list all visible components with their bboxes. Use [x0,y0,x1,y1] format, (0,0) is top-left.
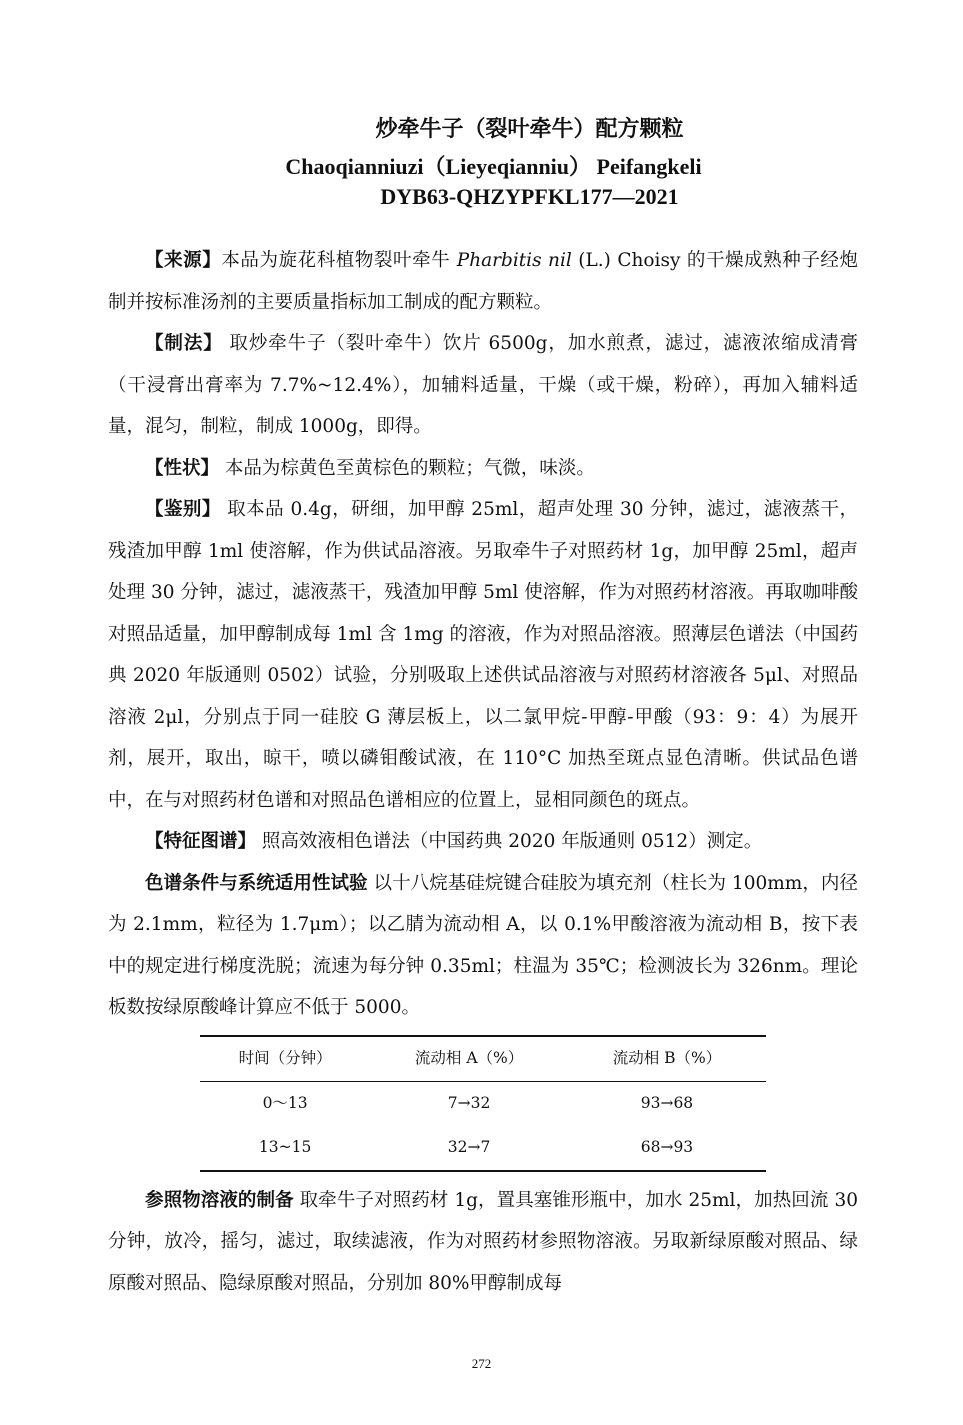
method-paragraph [108,323,858,448]
table-header-phase-a: 流动相 A（%） [370,1036,568,1082]
fingerprint-text: 照高效液相色谱法（中国药典 2020 年版通则 0512）测定。 [256,831,763,852]
fingerprint-paragraph [108,821,858,863]
title-chinese: 炒牵牛子（裂叶牵牛）配方颗粒 [375,116,684,142]
conditions-paragraph [108,863,858,1029]
table-header-time: 时间（分钟） [200,1036,370,1082]
table-cell: 7→32 [447,1093,491,1112]
latin-name: Pharbitis nil [456,250,572,271]
reference-text: 取牵牛子对照药材 1g，置具塞锥形瓶中，加水 25ml，加热回流 30 分钟，放冷，摇匀，滤过，取续滤液，作为对照药材参照物溶液。另取新绿原酸对照品、绿原酸对照品、隐绿原酸对照品，分别加 80%甲醇制成每 [108,1189,858,1294]
standard-code: DYB63-QHZYPFKL177—2021 [380,184,679,209]
table-cell: 68→93 [568,1126,766,1171]
table-cell: 13~15 [200,1126,370,1171]
page-number: 272 [471,1356,492,1371]
table-header-phase-b: 流动相 B（%） [568,1036,766,1082]
table-header-row [200,1036,766,1082]
table-row [200,1081,766,1126]
character-text: 本品为棕黄色至黄棕色的颗粒；气微，味淡。 [219,457,595,479]
table-cell: 32→7 [370,1126,568,1171]
method-text: 取炒牵牛子（裂叶牵牛）饮片 6500g，加水煎煮，滤过，滤液浓缩成清膏（干浸膏出膏率为 7.7%~12.4%），加辅料适量，干燥（或干燥，粉碎），再加入辅料适量，混匀，制粒，制成 1000g，即得。 [108,333,858,437]
character-paragraph [108,448,858,490]
character-heading: 【性状】 [145,457,220,479]
identification-paragraph [108,489,858,821]
table-row [200,1126,766,1171]
identification-text: 取本品 0.4g，研细，加甲醇 25ml，超声处理 30 分钟，滤过，滤液蒸干，残渣加甲醇 1ml 使溶解，作为供试品溶液。另取牵牛子对照药材 1g，加甲醇 25ml，超声处理 30 分钟，滤过，滤液蒸干，残渣加甲醇 5ml 使溶解，作为对照药材溶液。再取咖啡酸对照品适量，加甲醇制成每 1ml 含 1mg 的溶液，作为对照品溶液。照薄层色谱法（中国药典 2020 年版通则 0502）试验，分别吸取上述供试品溶液与对照药材溶液各 5μl、对照品溶液 2μl，分别点于同一硅胶 G 薄层板上，以二氯甲烷-甲醇-甲酸（93：9：4）为展开剂，展开，取出，晾干，喷以磷钼酸试液，在 110°C 加热至斑点显色清晰。供试品色谱中，在与对照药材色谱和对照品色谱相应的位置上，显相同颜色的斑点。 [108,499,858,811]
conditions-text: 以十八烷基硅烷键合硅胶为填充剂（柱长为 100mm，内径为 2.1mm，粒径为 1.7μm）；以乙腈为流动相 A，以 0.1%甲酸溶液为流动相 B，按下表中的规定进行梯度洗脱；流速为每分钟 0.35ml；柱温为 35℃；检测波长为 326nm。理论板数按绿原酸峰计算应不低于 5000。 [108,872,858,1018]
source-text-b: (L.) Choisy 的干燥成熟种子经炮制并按标准汤剂的主要质量指标加工制成的配方颗粒。 [108,250,858,313]
fingerprint-heading: 【特征图谱】 [145,831,257,852]
method-heading: 【制法】 [145,333,223,354]
reference-heading: 参照物溶液的制备 [145,1189,294,1211]
table-cell: 0～13 [262,1093,308,1112]
identification-heading: 【鉴别】 [145,499,221,520]
source-paragraph [108,240,858,323]
table-cell: 93→68 [640,1093,694,1112]
document-body [108,240,858,1304]
gradient-table [200,1035,766,1172]
title-pinyin: Chaoqianniuzi（Lieyeqianniu） Peifangkeli [285,154,702,179]
source-heading: 【来源】 [145,250,222,271]
reference-paragraph [108,1180,858,1305]
source-text-a: 本品为旋花科植物裂叶牵牛 [221,250,457,271]
conditions-heading: 色谱条件与系统适用性试验 [145,872,368,894]
